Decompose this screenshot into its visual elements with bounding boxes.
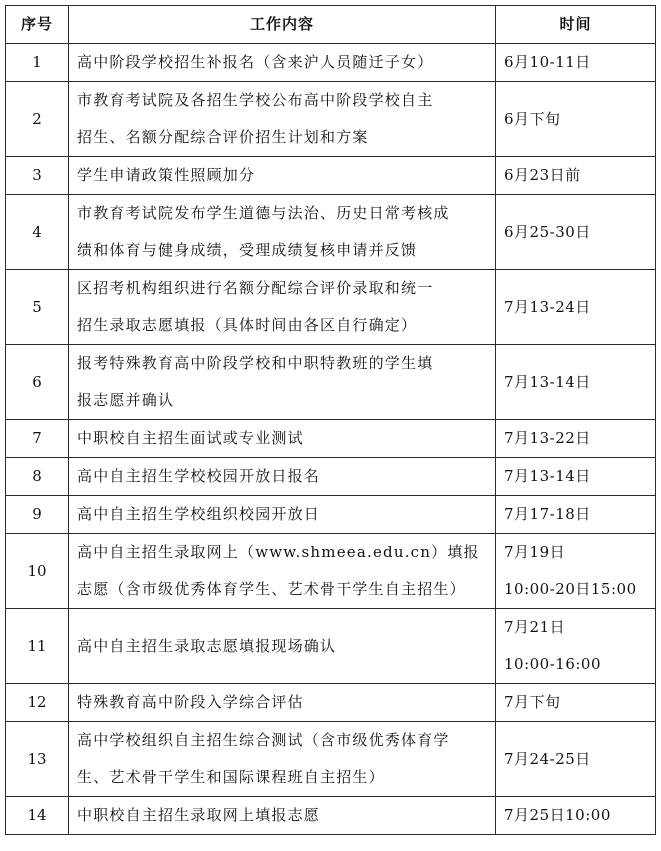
work-content-line: 高中自主招生学校组织校园开放日 [77, 505, 321, 523]
time-line: 6月下旬 [504, 109, 561, 128]
work-content-cell [69, 609, 496, 684]
time-cell [496, 609, 656, 684]
work-content-cell [69, 157, 496, 195]
work-content-line: 高中学校组织自主招生综合测试（含市级优秀体育学 [77, 731, 450, 749]
time-cell [496, 195, 656, 270]
work-content-line: 高中阶段学校招生补报名（含来沪人员随迁子女） [77, 53, 434, 71]
row-number: 12 [6, 684, 69, 722]
row-number: 11 [6, 609, 69, 684]
time-cell [496, 722, 656, 797]
work-content-cell [69, 684, 496, 722]
work-content-cell [69, 496, 496, 534]
work-content-line: 高中自主招生录取志愿填报现场确认 [77, 636, 337, 655]
time-cell [496, 157, 656, 195]
work-content-cell [69, 722, 496, 797]
table-row [6, 345, 656, 420]
time-line: 10:00-16:00 [504, 655, 602, 673]
time-cell [496, 684, 656, 722]
time-line: 7月24-25日 [504, 749, 591, 768]
time-line: 7月17-18日 [504, 505, 591, 523]
row-number: 3 [6, 157, 69, 195]
table-row [6, 82, 656, 157]
work-content-line: 志愿（含市级优秀体育学生、艺术骨干学生自主招生） [77, 580, 466, 598]
table-row [6, 420, 656, 458]
work-content-line: 招生、名额分配综合评价招生计划和方案 [77, 128, 369, 146]
row-number: 2 [6, 82, 69, 157]
time-line: 7月13-22日 [504, 429, 591, 447]
work-content-line: 绩和体育与健身成绩，受理成绩复核申请并反馈 [77, 241, 418, 259]
time-line: 7月13-14日 [504, 372, 591, 391]
time-line: 7月25日10:00 [504, 806, 611, 824]
time-cell [496, 496, 656, 534]
row-number: 10 [6, 534, 69, 609]
work-content-line: 区招考机构组织进行名额分配综合评价录取和统一 [77, 279, 434, 297]
row-number: 7 [6, 420, 69, 458]
work-content-cell [69, 420, 496, 458]
header-time: 时间 [496, 6, 656, 44]
table-row [6, 44, 656, 82]
row-number: 9 [6, 496, 69, 534]
row-number: 5 [6, 270, 69, 345]
header-no: 序号 [6, 6, 69, 44]
table-row [6, 195, 656, 270]
work-content-cell [69, 44, 496, 82]
row-number: 6 [6, 345, 69, 420]
time-cell [496, 82, 656, 157]
time-cell [496, 345, 656, 420]
row-number: 14 [6, 797, 69, 835]
schedule-table [5, 5, 656, 835]
time-line: 6月25-30日 [504, 222, 591, 241]
time-cell [496, 458, 656, 496]
row-number: 8 [6, 458, 69, 496]
work-content-line: 报考特殊教育高中阶段学校和中职特教班的学生填 [77, 354, 434, 372]
work-content-line: 高中自主招生录取网上（www.shmeea.edu.cn）填报 [77, 543, 480, 561]
time-line: 6月23日前 [504, 166, 581, 184]
work-content-line: 生、艺术骨干学生和国际课程班自主招生） [77, 768, 385, 786]
header-row [6, 6, 656, 44]
table-row [6, 609, 656, 684]
work-content-line: 招生录取志愿填报（具体时间由各区自行确定） [77, 316, 418, 334]
time-cell [496, 534, 656, 609]
work-content-cell [69, 195, 496, 270]
row-number: 13 [6, 722, 69, 797]
time-cell [496, 270, 656, 345]
work-content-line: 中职校自主招生面试或专业测试 [77, 429, 304, 447]
work-content-cell [69, 797, 496, 835]
table-row [6, 458, 656, 496]
work-content-line: 高中自主招生学校校园开放日报名 [77, 467, 321, 485]
work-content-line: 特殊教育高中阶段入学综合评估 [77, 693, 304, 711]
header-work: 工作内容 [69, 6, 496, 44]
work-content-cell [69, 270, 496, 345]
work-content-line: 中职校自主招生录取网上填报志愿 [77, 806, 321, 824]
table-row [6, 534, 656, 609]
time-line: 7月19日 [504, 543, 566, 561]
time-line: 10:00-20日15:00 [504, 580, 637, 598]
time-line: 6月10-11日 [504, 53, 591, 71]
work-content-line: 市教育考试院发布学生道德与法治、历史日常考核成 [77, 204, 450, 222]
table-row [6, 496, 656, 534]
work-content-cell [69, 458, 496, 496]
row-number: 4 [6, 195, 69, 270]
work-content-cell [69, 82, 496, 157]
work-content-line: 学生申请政策性照顾加分 [77, 166, 256, 184]
time-line: 7月下旬 [504, 693, 561, 711]
time-cell [496, 44, 656, 82]
table-row [6, 270, 656, 345]
table-row [6, 797, 656, 835]
table-body [6, 44, 656, 835]
table-row [6, 684, 656, 722]
work-content-cell [69, 345, 496, 420]
time-cell [496, 420, 656, 458]
work-content-line: 报志愿并确认 [77, 391, 175, 409]
table-row [6, 157, 656, 195]
table-row [6, 722, 656, 797]
work-content-line: 市教育考试院及各招生学校公布高中阶段学校自主 [77, 91, 434, 109]
time-line: 7月21日 [504, 618, 566, 636]
time-line: 7月13-24日 [504, 297, 591, 316]
time-cell [496, 797, 656, 835]
row-number: 1 [6, 44, 69, 82]
time-line: 7月13-14日 [504, 467, 591, 485]
work-content-cell [69, 534, 496, 609]
